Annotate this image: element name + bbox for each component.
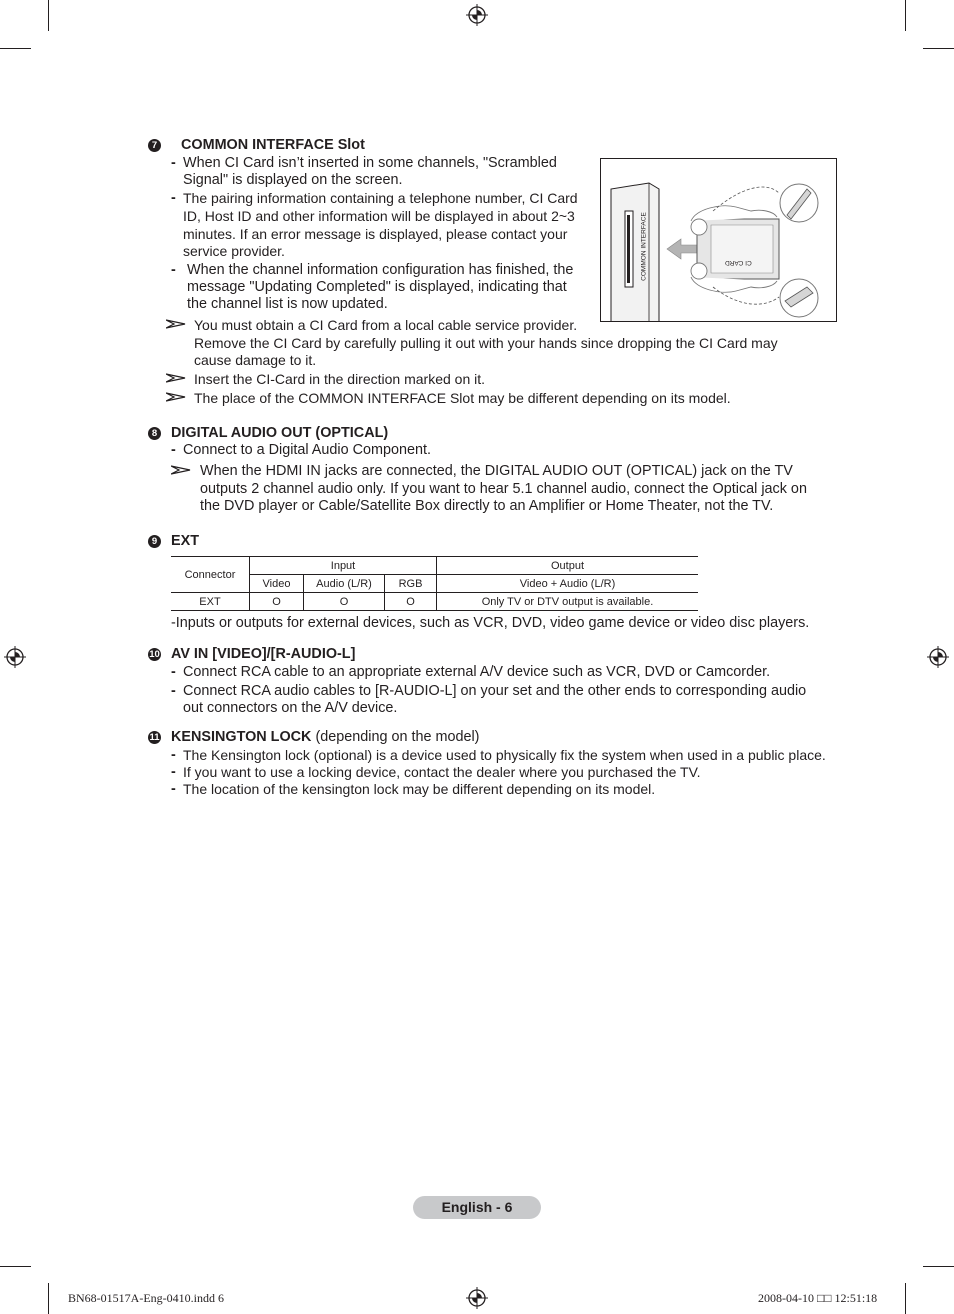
bullet-text: ID, Host ID and other information will be displayed in about 2~3: [183, 208, 575, 224]
note-arrow-icon: [171, 465, 191, 475]
section-title: [171, 729, 479, 747]
table-subheader-audio: Audio (L/R): [304, 575, 385, 593]
registration-mark-icon: [466, 1287, 488, 1309]
ext-connector-table: [171, 556, 698, 611]
note-text: Remove the CI Card by carefully pulling it out with your hands since dropping the CI Card may: [194, 335, 778, 351]
table-cell: EXT: [171, 593, 250, 611]
section-title: EXT: [171, 533, 199, 549]
note-text: The place of the COMMON INTERFACE Slot may be different depending on its model.: [194, 390, 731, 406]
note-text: When the HDMI IN jacks are connected, the DIGITAL AUDIO OUT (OPTICAL) jack on the TV: [200, 463, 793, 479]
crop-mark: [923, 48, 954, 49]
ext-note: -Inputs or outputs for external devices, such as VCR, DVD, video game device or video disc players.: [171, 615, 810, 631]
bullet-text: The location of the kensington lock may be different depending on its model.: [183, 781, 656, 797]
section-title-main: KENSINGTON LOCK: [171, 729, 312, 745]
registration-mark-icon: [466, 4, 488, 26]
print-slug-left: BN68-01517A-Eng-0410.indd 6: [68, 1291, 224, 1305]
section-number-badge: 8: [148, 427, 161, 440]
card-label: CI CARD: [725, 259, 752, 266]
bullet-text: Signal" is displayed on the screen.: [183, 172, 403, 188]
note-arrow-icon: [166, 319, 186, 329]
table-cell: O: [250, 593, 304, 611]
bullet-text: If you want to use a locking device, contact the dealer where you purchased the TV.: [183, 764, 701, 780]
table-header-output: Output: [437, 557, 699, 575]
crop-mark: [923, 1266, 954, 1267]
section-title: COMMON INTERFACE Slot: [181, 137, 365, 153]
note-text: You must obtain a CI Card from a local cable service provider.: [194, 317, 578, 333]
page-number-label: English - 6: [413, 1196, 541, 1219]
bullet-dash: -: [171, 442, 176, 458]
bullet-dash: -: [171, 155, 176, 171]
bullet-text: the channel list is now updated.: [187, 296, 388, 312]
bullet-dash: -: [171, 747, 176, 763]
note-text: the DVD player or Cable/Satellite Box directly to an Amplifier or Home Theater, not the TV.: [200, 498, 774, 514]
bullet-dash: -: [171, 764, 176, 780]
note-text: cause damage to it.: [194, 352, 317, 368]
bullet-text: service provider.: [183, 243, 285, 259]
bullet-dash: -: [171, 781, 176, 797]
bullet-text: Connect RCA cable to an appropriate external A/V device such as VCR, DVD or Camcorder.: [183, 664, 771, 680]
crop-mark: [905, 1283, 906, 1314]
crop-mark: [905, 0, 906, 31]
bullet-text: The Kensington lock (optional) is a device used to physically fix the system when used in a public place.: [183, 747, 826, 763]
note-arrow-icon: [166, 392, 186, 402]
table-row: [171, 593, 698, 611]
table-cell: O: [304, 593, 385, 611]
section-number-badge: 10: [149, 649, 160, 660]
table-header-connector: Connector: [171, 557, 250, 593]
registration-mark-icon: [927, 646, 949, 668]
table-cell: O: [385, 593, 437, 611]
crop-mark: [0, 1266, 31, 1267]
table-subheader-video: Video: [250, 575, 304, 593]
registration-mark-icon: [4, 646, 26, 668]
section-title-suffix: (depending on the model): [311, 729, 480, 745]
bullet-dash: -: [171, 190, 176, 206]
bullet-text: minutes. If an error message is displayed, please contact your: [183, 226, 568, 242]
slot-label: COMMON INTERFACE: [640, 212, 648, 281]
table-subheader-rgb: RGB: [385, 575, 437, 593]
ci-card-illustration: [600, 158, 837, 322]
crop-mark: [48, 1283, 49, 1314]
bullet-text: When CI Card isn’t inserted in some channels, "Scrambled: [183, 155, 557, 171]
bullet-dash: -: [171, 683, 176, 699]
section-number-badge: 11: [149, 732, 160, 743]
table-header-input: Input: [250, 557, 437, 575]
section-number-badge: 7: [148, 139, 161, 152]
bullet-text: When the channel information configuration has finished, the: [187, 262, 574, 278]
bullet-text: message "Updating Completed" is displayed, indicating that: [187, 279, 567, 295]
table-cell: Only TV or DTV output is available.: [437, 593, 699, 611]
section-title: DIGITAL AUDIO OUT (OPTICAL): [171, 425, 389, 441]
bullet-dash: -: [171, 664, 176, 680]
table-subheader-output-desc: Video + Audio (L/R): [437, 575, 699, 593]
bullet-text: Connect RCA audio cables to [R-AUDIO-L] on your set and the other ends to corresponding audio: [183, 683, 807, 699]
crop-mark: [0, 48, 31, 49]
section-number-badge: 9: [148, 535, 161, 548]
section-title: AV IN [VIDEO]/[R-AUDIO-L]: [171, 646, 356, 662]
note-text: outputs 2 channel audio only. If you want to hear 5.1 channel audio, connect the Optical jack on: [200, 481, 807, 497]
bullet-text: out connectors on the A/V device.: [183, 700, 398, 716]
crop-mark: [48, 0, 49, 31]
bullet-text: Connect to a Digital Audio Component.: [183, 442, 431, 458]
bullet-text: The pairing information containing a telephone number, CI Card: [183, 190, 578, 206]
print-slug-right: 2008-04-10 □□ 12:51:18: [758, 1291, 878, 1305]
bullet-dash: -: [171, 262, 176, 278]
note-arrow-icon: [166, 373, 186, 383]
note-text: Insert the CI-Card in the direction marked on it.: [194, 371, 486, 387]
